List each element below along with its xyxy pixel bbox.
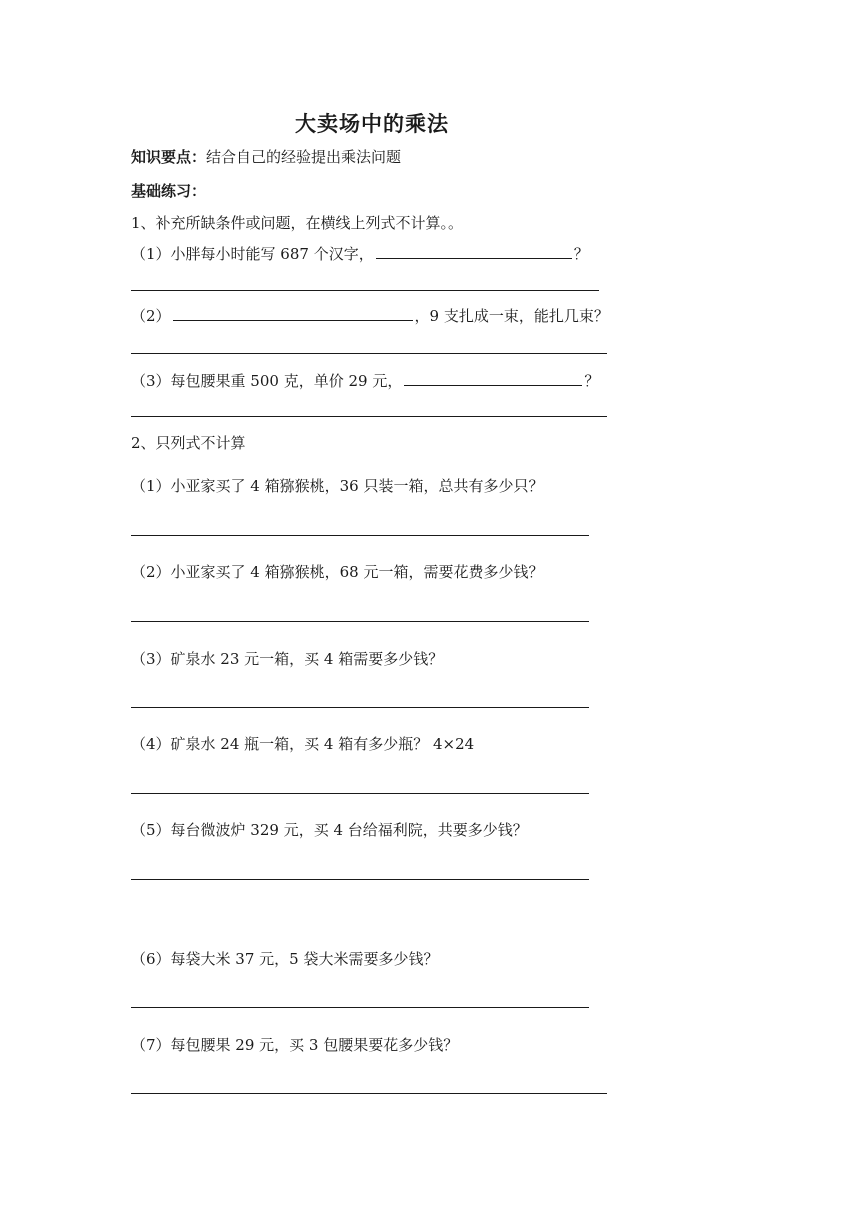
answer-line[interactable] — [131, 707, 589, 708]
fill-blank[interactable] — [376, 244, 572, 259]
section1-heading: 1、补充所缺条件或问题，在横线上列式不计算。。 — [131, 214, 464, 232]
answer-line[interactable] — [131, 793, 589, 794]
answer-line[interactable] — [131, 353, 607, 354]
fill-blank[interactable] — [173, 306, 413, 321]
item-prefix: （1）小胖每小时能写 687 个汉字， — [131, 245, 374, 263]
section1-item-1 — [131, 243, 589, 264]
knowledge-text: 结合自己的经验提出乘法问题 — [206, 148, 402, 166]
item-suffix: ？ — [573, 245, 589, 263]
knowledge-points — [131, 146, 401, 167]
knowledge-label: 知识要点： — [131, 148, 207, 166]
fill-blank[interactable] — [404, 371, 582, 386]
answer-line[interactable] — [131, 879, 589, 880]
answer-line[interactable] — [131, 1093, 607, 1094]
answer-line[interactable] — [131, 290, 599, 291]
answer-line[interactable] — [131, 535, 589, 536]
item-suffix: ？ — [584, 372, 600, 390]
answer-line[interactable] — [131, 621, 589, 622]
section2-item-5: （5）每台微波炉 329 元，买 4 台给福利院，共要多少钱？ — [131, 821, 528, 839]
section2-item-1: （1）小亚家买了 4 箱猕猴桃，36 只装一箱，总共有多少只？ — [131, 477, 544, 495]
section2-item-4: （4）矿泉水 24 瓶一箱，买 4 箱有多少瓶？ 4×24 — [131, 735, 475, 753]
section2-item-7: （7）每包腰果 29 元，买 3 包腰果要花多少钱？ — [131, 1036, 459, 1054]
answer-line[interactable] — [131, 416, 607, 417]
basic-practice-label: 基础练习： — [131, 182, 207, 200]
section2-item-6: （6）每袋大米 37 元，5 袋大米需要多少钱？ — [131, 950, 439, 968]
answer-line[interactable] — [131, 1007, 589, 1008]
section2-item-3: （3）矿泉水 23 元一箱，买 4 箱需要多少钱？ — [131, 650, 444, 668]
item-suffix: ，9 支扎成一束，能扎几束？ — [414, 307, 609, 325]
item-prefix: （2） — [131, 307, 171, 325]
section2-heading: 2、只列式不计算 — [131, 434, 246, 452]
section2-item-2: （2）小亚家买了 4 箱猕猴桃，68 元一箱，需要花费多少钱？ — [131, 563, 544, 581]
item-prefix: （3）每包腰果重 500 克，单价 29 元， — [131, 372, 403, 390]
section1-item-3 — [131, 370, 599, 391]
page-title: 大卖场中的乘法 — [295, 112, 449, 136]
section1-item-2 — [131, 305, 609, 326]
